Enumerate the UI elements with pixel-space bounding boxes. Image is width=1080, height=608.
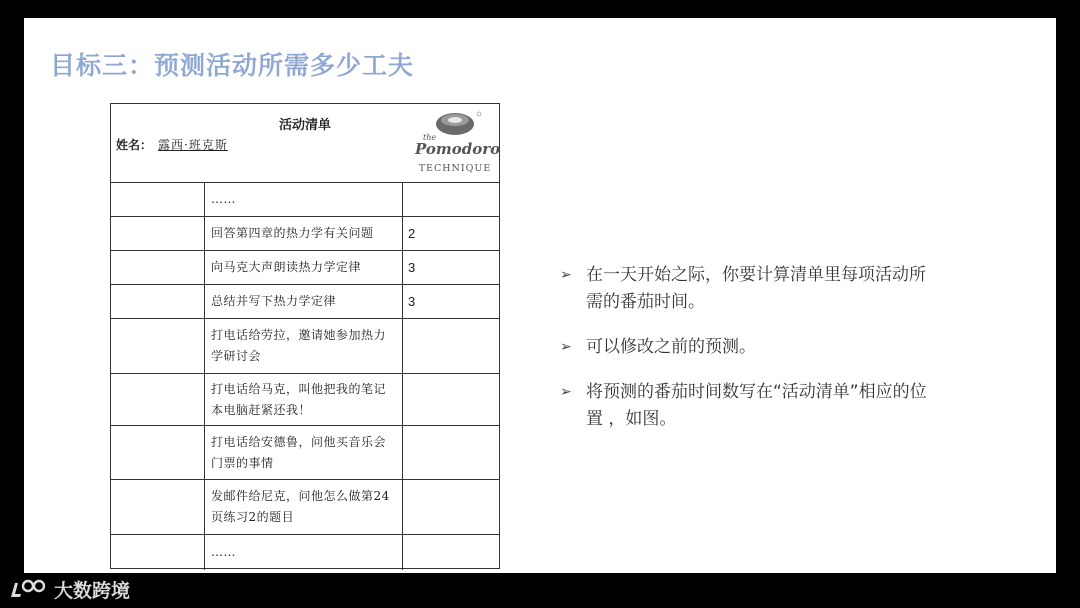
table-row: [111, 182, 499, 217]
table-row: [111, 217, 499, 251]
logo-the-text: the: [423, 133, 437, 142]
activity-cell: 打电话给安德鲁，问他买音乐会门票的事情: [205, 426, 403, 479]
bullet-text: 在一天开始之际，你要计算清单里每项活动所需的番茄时间。: [586, 265, 926, 312]
bullet-item: [560, 334, 940, 361]
estimate-cell: 3: [408, 294, 416, 309]
activity-inventory-sheet: [110, 103, 500, 569]
activity-rows: [111, 182, 499, 570]
arrow-bullet-icon: ➢: [560, 384, 572, 400]
activity-cell: 打电话给劳拉，邀请她参加热力学研讨会: [205, 319, 403, 373]
row-marker-cell: [111, 251, 205, 284]
table-row: [111, 285, 499, 319]
estimate-cell: 2: [408, 226, 416, 241]
activity-cell: 打电话给马克，叫他把我的笔记本电脑赶紧还我！: [205, 374, 403, 425]
estimate-cell: [404, 480, 503, 534]
arrow-bullet-icon: ➢: [560, 267, 572, 283]
slide: [24, 18, 1056, 573]
row-marker-cell: [111, 374, 205, 425]
logo-main-text: Pomodoro: [415, 140, 501, 158]
name-value: 露西·班克斯: [158, 138, 228, 152]
row-marker-cell: [111, 319, 205, 373]
table-row: [111, 251, 499, 285]
estimate-cell: [404, 426, 503, 479]
sheet-title: 活动清单: [278, 118, 331, 133]
bullet-item: [560, 262, 940, 316]
table-row: [111, 480, 499, 535]
estimate-cell: [404, 535, 503, 570]
row-marker-cell: [111, 480, 205, 534]
bullet-list: [560, 262, 940, 451]
name-row: [116, 136, 228, 153]
logo-sub-text: TECHNIQUE: [418, 163, 492, 174]
estimate-cell: 3: [408, 260, 416, 275]
row-marker-cell: [111, 535, 205, 570]
watermark-text: 大数跨境: [54, 579, 131, 602]
sheet-header: [111, 104, 499, 183]
activity-cell: 向马克大声朗读热力学定律: [205, 251, 403, 284]
activity-cell: ……: [205, 535, 403, 570]
slide-title: 目标三：预测活动所需多少工夫: [50, 51, 415, 80]
table-row: [111, 319, 499, 374]
activity-cell: 总结并写下热力学定律: [205, 285, 403, 318]
table-row: [111, 426, 499, 480]
arrow-bullet-icon: ➢: [560, 339, 572, 355]
table-row: [111, 374, 499, 426]
row-marker-cell: [111, 182, 205, 216]
bullet-text: 将预测的番茄时间数写在“活动清单”相应的位置 ，如图。: [586, 382, 927, 429]
estimate-cell: [404, 182, 503, 216]
activity-cell: 回答第四章的热力学有关问题: [205, 217, 403, 250]
activity-cell: ……: [205, 182, 403, 216]
brand-logo-icon: [8, 577, 48, 601]
row-marker-cell: [111, 285, 205, 318]
table-row: [111, 535, 499, 570]
row-marker-cell: [111, 426, 205, 479]
estimate-cell: [404, 319, 503, 373]
name-label: 姓名：: [116, 138, 153, 152]
watermark: [8, 575, 130, 603]
estimate-cell: [404, 374, 503, 425]
bullet-text: 可以修改之前的预测。: [586, 337, 756, 357]
activity-cell: 发邮件给尼克，问他怎么做第24页练习2的题目: [205, 480, 403, 534]
bullet-item: [560, 379, 940, 433]
row-marker-cell: [111, 217, 205, 250]
pomodoro-logo: [415, 108, 501, 178]
